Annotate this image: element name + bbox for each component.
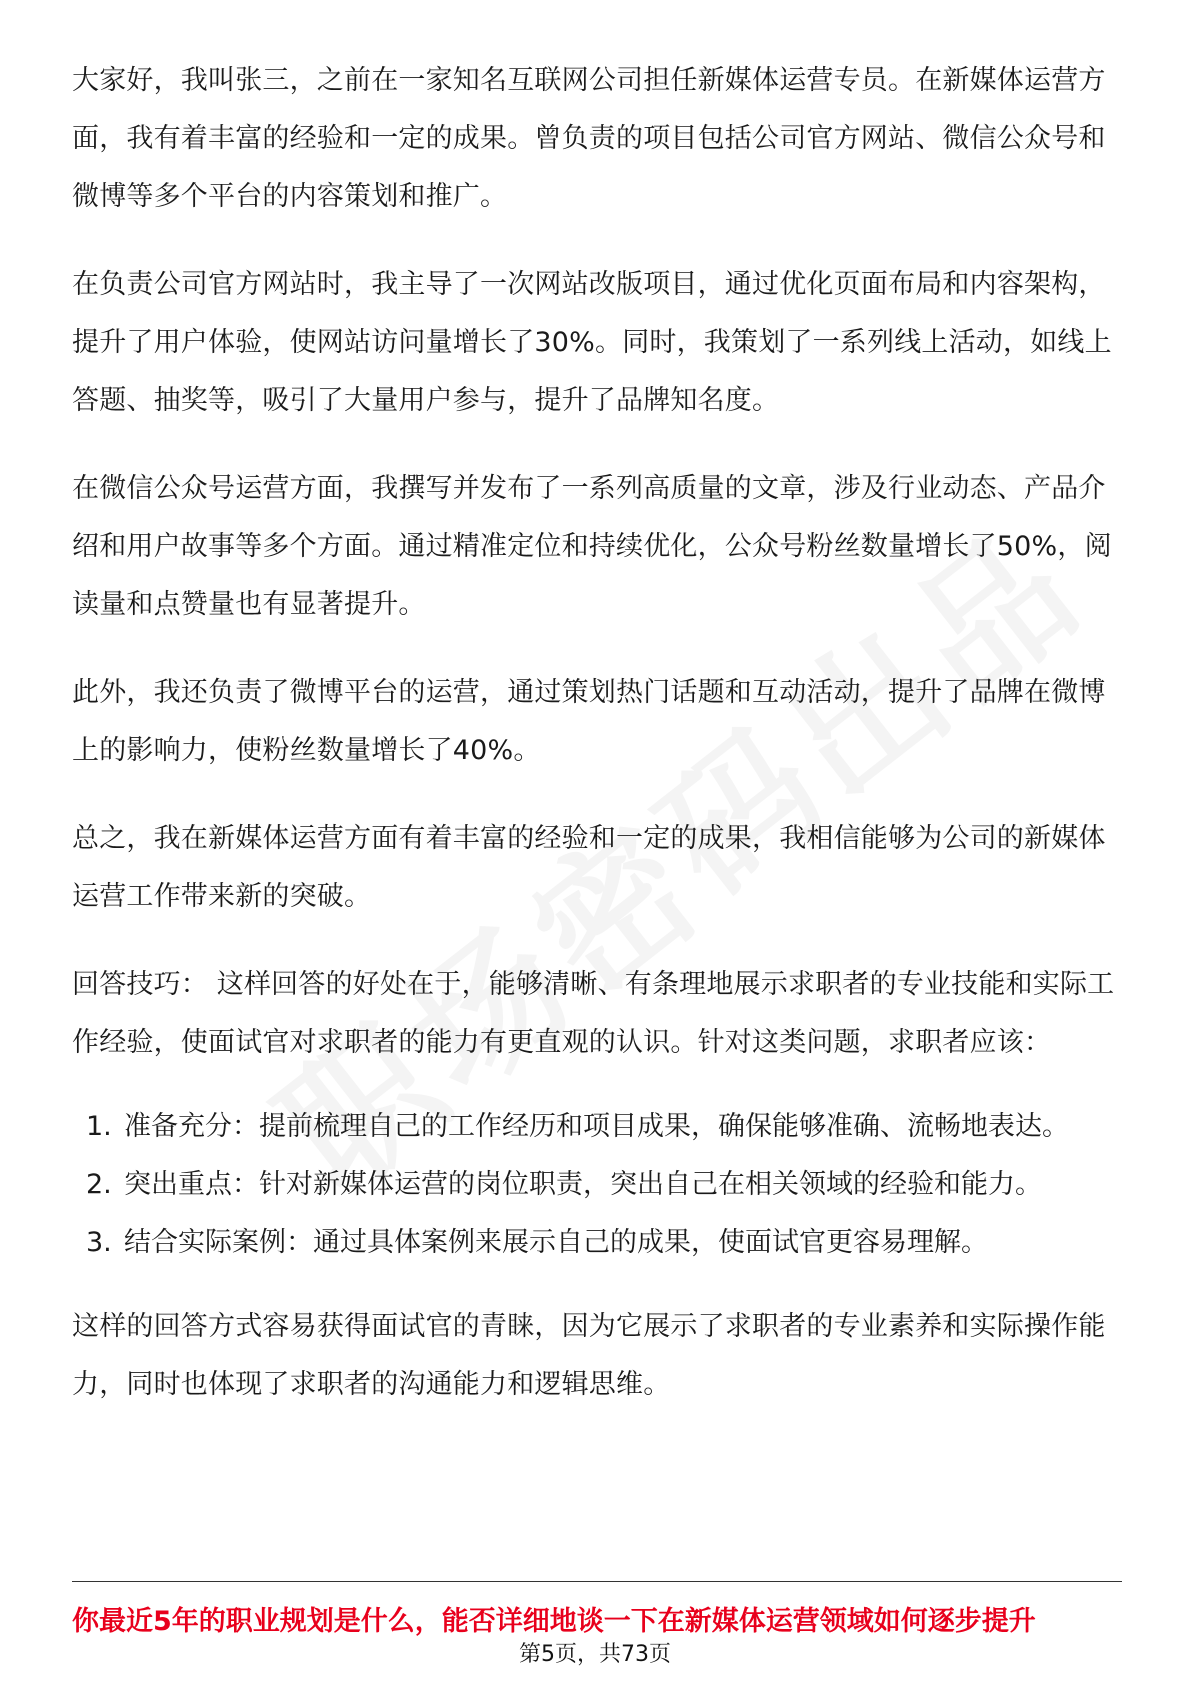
- list-item-text: 突出重点：针对新媒体运营的岗位职责，突出自己在相关领域的经验和能力。: [124, 1169, 1042, 1200]
- list-item: [72, 1098, 1122, 1156]
- list-item: [72, 1156, 1122, 1214]
- list-item-number: 2.: [86, 1169, 112, 1200]
- section-divider: [72, 1581, 1122, 1582]
- list-item-text: 结合实际案例：通过具体案例来展示自己的成果，使面试官更容易理解。: [124, 1227, 988, 1258]
- paragraph-intro: 大家好，我叫张三，之前在一家知名互联网公司担任新媒体运营专员。在新媒体运营方面，我有着丰富的经验和一定的成果。曾负责的项目包括公司官方网站、微信公众号和微博等多个平台的内容策划和推广。: [72, 65, 1106, 212]
- paragraph-closing: 这样的回答方式容易获得面试官的青睐，因为它展示了求职者的专业素养和实际操作能力，同时也体现了求职者的沟通能力和逻辑思维。: [72, 1311, 1106, 1400]
- page-content: [72, 52, 1122, 1444]
- page-number: 第5页，共73页: [519, 1642, 671, 1667]
- list-item-number: 3.: [86, 1227, 112, 1258]
- paragraph-wechat: 在微信公众号运营方面，我撰写并发布了一系列高质量的文章，涉及行业动态、产品介绍和用户故事等多个方面。通过精准定位和持续优化，公众号粉丝数量增长了50%，阅读量和点赞量也有显著提升。: [72, 473, 1112, 620]
- next-question-heading: 你最近5年的职业规划是什么，能否详细地谈一下在新媒体运营领域如何逐步提升: [72, 1606, 1036, 1637]
- list-item-number: 1.: [86, 1111, 112, 1142]
- paragraph-summary: 总之，我在新媒体运营方面有着丰富的经验和一定的成果，我相信能够为公司的新媒体运营工作带来新的突破。: [72, 823, 1106, 912]
- tips-list: [72, 1098, 1122, 1272]
- list-item: [72, 1214, 1122, 1272]
- paragraph-website: 在负责公司官方网站时，我主导了一次网站改版项目，通过优化页面布局和内容架构，提升了用户体验，使网站访问量增长了30%。同时，我策划了一系列线上活动，如线上答题、抽奖等，吸引了大量用户参与，提升了品牌知名度。: [72, 269, 1112, 416]
- list-item-text: 准备充分：提前梳理自己的工作经历和项目成果，确保能够准确、流畅地表达。: [124, 1111, 1069, 1142]
- paragraph-answer-tips: 回答技巧： 这样回答的好处在于，能够清晰、有条理地展示求职者的专业技能和实际工作经验，使面试官对求职者的能力有更直观的认识。针对这类问题，求职者应该：: [72, 969, 1115, 1058]
- paragraph-weibo: 此外，我还负责了微博平台的运营，通过策划热门话题和互动活动，提升了品牌在微博上的影响力，使粉丝数量增长了40%。: [72, 677, 1106, 766]
